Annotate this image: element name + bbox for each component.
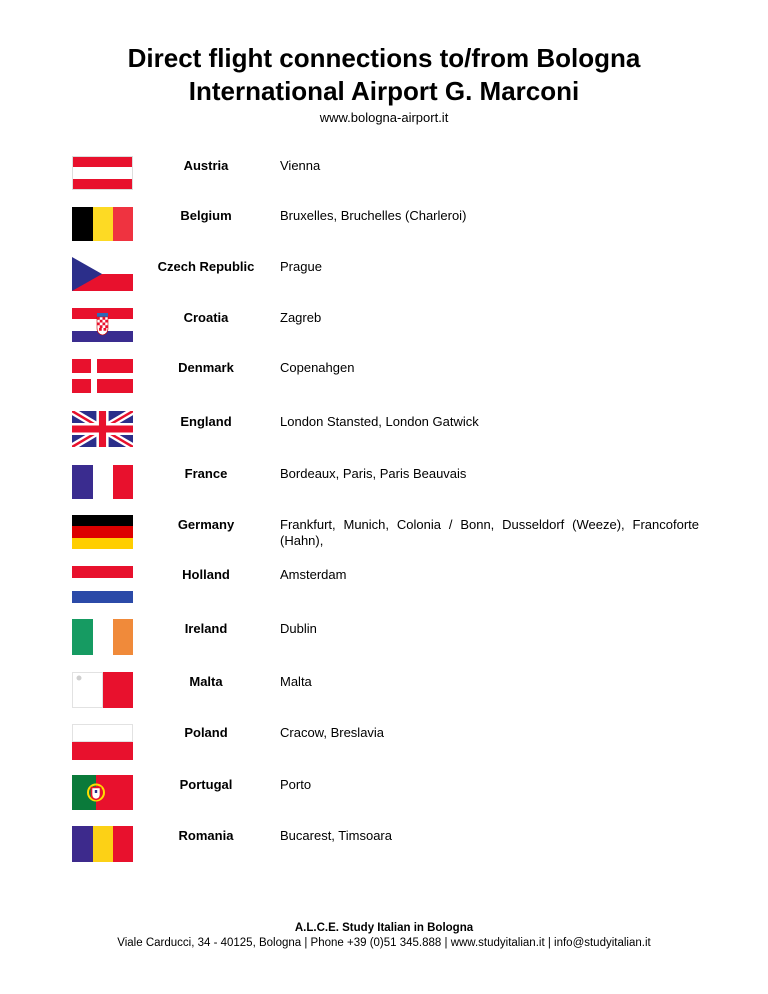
city-list: Bucarest, Timsoara [280,828,392,843]
denmark-flag-icon [72,359,133,393]
city-list: Bordeaux, Paris, Paris Beauvais [280,466,467,481]
city-list: Prague [280,259,322,274]
country-name: Germany [177,517,235,532]
czech-flag-icon [72,257,133,291]
country-name: Romania [178,828,234,843]
city-list: Frankfurt, Munich, Colonia / Bonn, Dusseldorf (Weeze), Francoforte (Hahn), [280,517,699,548]
country-name: Poland [184,725,228,740]
country-name: Malta [189,674,223,689]
city-list: Zagreb [280,310,322,325]
malta-flag-icon [72,672,133,708]
croatia-flag-icon [72,308,133,342]
city-list: Cracow, Breslavia [280,725,385,740]
city-list: Amsterdam [280,567,347,582]
portugal-flag-icon [72,775,133,810]
romania-flag-icon [72,826,133,862]
city-list: Copenahgen [280,360,355,375]
poland-flag-icon [72,724,133,760]
page-title-line-2: International Airport G. Marconi [188,76,580,106]
uk-flag-icon [72,411,133,447]
footer-contact-info: Viale Carducci, 34 - 40125, Bologna | Phone +39 (0)51 345.888 | www.studyitalian.it | info@studyitalian.it [117,937,651,949]
city-list: London Stansted, London Gatwick [280,414,479,429]
country-name: England [180,414,232,429]
city-list: Bruxelles, Bruchelles (Charleroi) [280,208,467,223]
city-list: Vienna [280,158,321,173]
country-name: Croatia [183,310,229,325]
netherlands-flag-icon [72,566,133,603]
country-name: Belgium [180,208,232,223]
country-name: Holland [182,567,230,582]
country-name: France [184,466,228,481]
country-name: Ireland [184,621,228,636]
germany-flag-icon [72,515,133,549]
page-title-line-1: Direct flight connections to/from Bologna [127,43,641,73]
city-list: Malta [280,674,312,689]
belgium-flag-icon [72,207,133,241]
france-flag-icon [72,465,133,499]
city-list: Dublin [280,621,317,636]
country-name: Portugal [179,777,233,792]
city-list: Porto [280,777,312,792]
airport-url[interactable]: www.bologna-airport.it [319,110,449,125]
ireland-flag-icon [72,619,133,655]
country-name: Denmark [178,360,234,375]
austria-flag-icon [72,156,133,190]
footer-school-name: A.L.C.E. Study Italian in Bologna [294,922,474,934]
country-name: Czech Republic [157,259,255,274]
country-name: Austria [183,158,229,173]
